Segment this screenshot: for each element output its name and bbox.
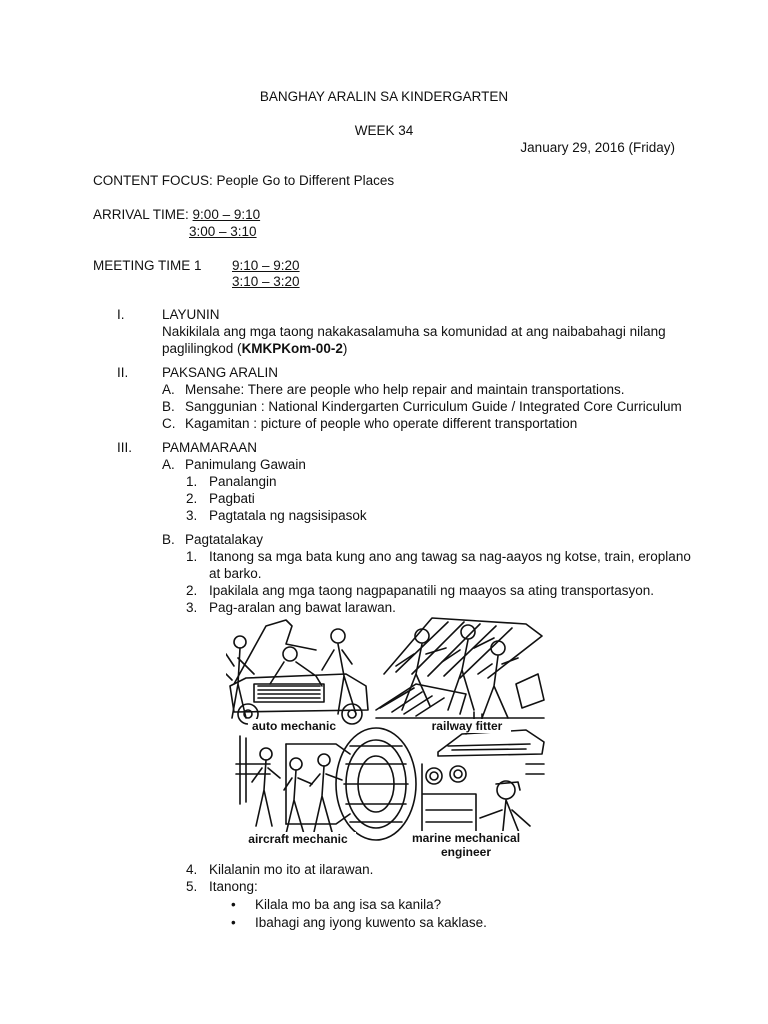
question-bullet [231, 914, 487, 931]
section-2-title: PAKSANG ARALIN [162, 365, 279, 380]
objective-line-1: Nakikilala ang mga taong nakakasalamuha sa komunidad at ang naibabahagi nilang [162, 324, 666, 339]
procedure-a [162, 456, 306, 473]
caption-aircraft-mechanic: aircraft mechanic [240, 832, 356, 846]
subject-item-c [162, 415, 577, 432]
section-2-number: II. [117, 365, 129, 380]
step-number: 3. [186, 508, 198, 523]
step-number: 3. [186, 600, 198, 615]
meeting-time-1-row [232, 257, 300, 274]
procedure-b-letter: B. [162, 532, 175, 547]
procedure-b-step-2 [186, 582, 654, 599]
procedure-b-step-1 [186, 548, 691, 565]
railway-fitter-scene [376, 618, 544, 718]
competency-code: KMKPKom-00-2 [241, 341, 343, 356]
step-text: Ipakilala ang mga taong nagpapanatili ng maayos sa ating transportasyon. [209, 583, 655, 598]
procedure-b-step-1-cont: at barko. [209, 566, 262, 581]
section-1-number: I. [117, 307, 125, 322]
procedure-a-step [186, 507, 367, 524]
step-text: Panalangin [209, 474, 277, 489]
caption-railway-fitter: railway fitter [423, 719, 511, 733]
procedure-a-title: Panimulang Gawain [185, 457, 306, 472]
subject-item-text: Kagamitan : picture of people who operate different transportation [185, 416, 578, 431]
bullet-text: Kilala mo ba ang isa sa kanila? [255, 897, 442, 912]
procedure-a-step [186, 473, 277, 490]
section-3-number: III. [117, 440, 133, 455]
document-title: BANGHAY ARALIN SA KINDERGARTEN [259, 89, 509, 104]
meeting-time-2-row [232, 273, 300, 290]
caption-auto-mechanic: auto mechanic [248, 719, 340, 733]
auto-mechanic-scene [226, 620, 368, 724]
content-focus: CONTENT FOCUS: People Go to Different Places [93, 173, 395, 188]
aircraft-mechanic-scene [236, 728, 416, 840]
meeting-time-1: 9:10 – 9:20 [232, 258, 300, 273]
step-text: Pagbati [209, 491, 255, 506]
meeting-time-label: MEETING TIME 1 [93, 258, 202, 273]
caption-marine-mechanical-engineer: marine mechanical engineer [402, 831, 530, 859]
objective-line-2-text: paglilingkod ( [162, 341, 242, 356]
step-number: 5. [186, 879, 198, 894]
arrival-time-label: ARRIVAL TIME: [93, 207, 189, 222]
arrival-time-1: 9:00 – 9:10 [192, 207, 261, 222]
section-3-title: PAMAMARAAN [162, 440, 258, 455]
step-number: 1. [186, 474, 198, 489]
meeting-time-2: 3:10 – 3:20 [232, 274, 300, 289]
arrival-time-2-row [189, 223, 257, 240]
lesson-date: January 29, 2016 (Friday) [520, 140, 675, 155]
mechanics-illustration-svg [226, 614, 546, 860]
week-label: WEEK 34 [354, 123, 414, 138]
procedure-b-step-4 [186, 861, 373, 878]
subject-item-a [162, 381, 625, 398]
arrival-time-row [93, 206, 260, 223]
bullet-icon: • [231, 915, 236, 930]
subject-item-text: Mensahe: There are people who help repair and maintain transportations. [185, 382, 625, 397]
step-text: Kilalanin mo ito at ilarawan. [209, 862, 374, 877]
step-text: Pag-aralan ang bawat larawan. [209, 600, 396, 615]
step-number: 2. [186, 583, 198, 598]
procedure-b [162, 531, 263, 548]
step-number: 4. [186, 862, 198, 877]
procedure-a-letter: A. [162, 457, 175, 472]
mechanics-illustration [226, 614, 546, 860]
procedure-a-step [186, 490, 255, 507]
subject-item-b [162, 398, 682, 415]
procedure-b-step-5 [186, 878, 258, 895]
step-number: 1. [186, 549, 198, 564]
bullet-icon: • [231, 897, 236, 912]
subject-item-letter: B. [162, 399, 175, 414]
section-1-title: LAYUNIN [162, 307, 220, 322]
step-text: Pagtatala ng nagsisipasok [209, 508, 367, 523]
subject-item-letter: A. [162, 382, 175, 397]
objective-line-2 [162, 340, 347, 357]
subject-item-text: Sanggunian : National Kindergarten Curriculum Guide / Integrated Core Curriculum [185, 399, 682, 414]
arrival-time-2: 3:00 – 3:10 [189, 224, 257, 239]
procedure-b-title: Pagtatalakay [185, 532, 264, 547]
step-text: Itanong sa mga bata kung ano ang tawag sa nag-aayos ng kotse, train, eroplano [209, 549, 691, 564]
subject-item-letter: C. [162, 416, 176, 431]
objective-line-2-close: ) [342, 341, 348, 356]
step-number: 2. [186, 491, 198, 506]
question-bullet [231, 896, 441, 913]
step-text: Itanong: [209, 879, 258, 894]
bullet-text: Ibahagi ang iyong kuwento sa kaklase. [255, 915, 487, 930]
